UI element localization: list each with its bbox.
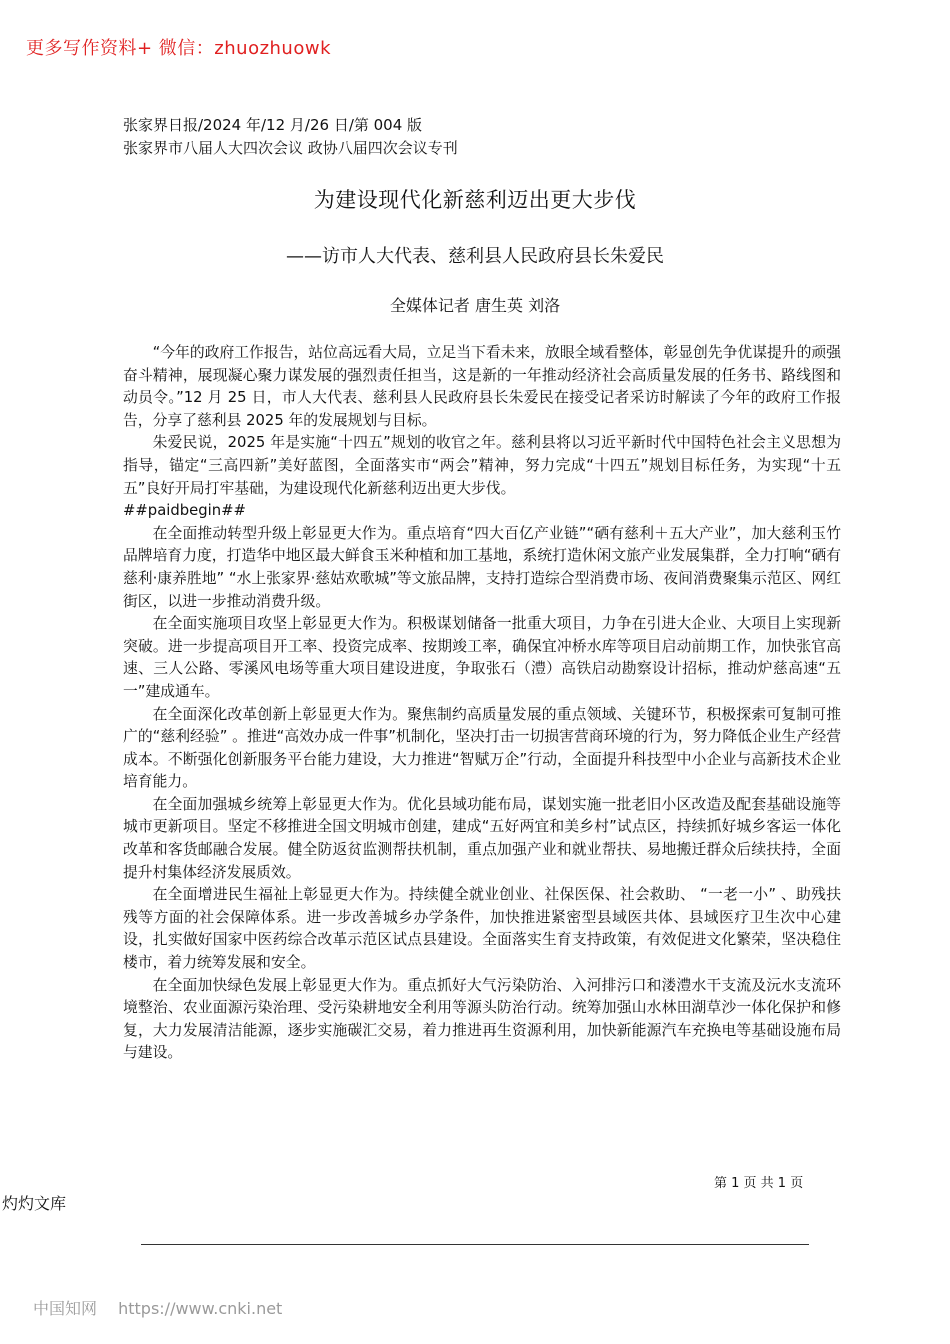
paragraph: 在全面实施项目攻坚上彰显更大作为。积极谋划储备一批重大项目，力争在引进大企业、大项目上实现新突破。进一步提高项目开工率、投资完成率、按期竣工率，确保宜冲桥水库等项目启动前期工作，加快张官高速、三人公路、零溪风电场等重大项目建设进度，争取张石（澧）高铁启动勘察设计招标，推动炉慈高速“五一”建成通车。 bbox=[123, 615, 841, 700]
article-body bbox=[123, 342, 841, 1065]
paragraph: 在全面推动转型升级上彰显更大作为。重点培育“四大百亿产业链”“硒有慈利＋五大产业”，加大慈利玉竹品牌培育力度，打造华中地区最大鲜食玉米种植和加工基地，系统打造休闲文旅产业发展集群，全力打响“硒有慈利·康养胜地” “水上张家界·慈姑欢歌城”等文旅品牌，支持打造综合型消费市场、夜间消费聚集示范区、网红街区，以进一步推动消费升级。 bbox=[123, 524, 841, 610]
footer-url[interactable]: https://www.cnki.net bbox=[118, 1299, 283, 1318]
meta-line-column: 张家界市八届人大四次会议 政协八届四次会议专刊 bbox=[123, 139, 458, 157]
paragraph: 朱爱民说，2025 年是实施“十四五”规划的收官之年。慈利县将以习近平新时代中国特色社会主义思想为指导，锚定“三高四新”美好蓝图，全面落实市“两会”精神，努力完成“十四五”规划目标任务，为实现“十五五”良好开局打牢基础，为建设现代化新慈利迈出更大步伐。 bbox=[123, 434, 841, 497]
publication-meta bbox=[123, 114, 458, 160]
paid-marker: ##paidbegin## bbox=[123, 502, 246, 520]
paragraph: 在全面深化改革创新上彰显更大作为。聚焦制约高质量发展的重点领域、关键环节，积极探索可复制可推广的“慈利经验” 。推进“高效办成一件事”机制化，坚决打击一切损害营商环境的行为，努力降低企业生产经营成本。不断强化创新服务平台能力建设，大力推进“智赋万企”行动，全面提升科技型中小企业与高新技术企业培育能力。 bbox=[123, 705, 841, 791]
article-title: 为建设现代化新慈利迈出更大步伐 bbox=[313, 188, 637, 212]
paragraph: 在全面加强城乡统筹上彰显更大作为。优化县域功能布局，谋划实施一批老旧小区改造及配套基础设施等城市更新项目。坚定不移推进全国文明城市创建，建成“五好两宜和美乡村”试点区，持续抓好城乡客运一体化改革和客货邮融合发展。健全防返贫监测帮扶机制，重点加强产业和就业帮扶、易地搬迁群众后续扶持，全面提升村集体经济发展质效。 bbox=[123, 795, 841, 881]
paragraph: 在全面加快绿色发展上彰显更大作为。重点抓好大气污染防治、入河排污口和溇澧水干支流及沅水支流环境整治、农业面源污染治理、受污染耕地安全利用等源头防治行动。统筹加强山水林田湖草沙一体化保护和修复，大力发展清洁能源，逐步实施碳汇交易，着力推进再生资源利用，加快新能源汽车充换电等基础设施布局与建设。 bbox=[123, 976, 841, 1062]
paragraph: 在全面增进民生福祉上彰显更大作为。持续健全就业创业、社保医保、社会救助、 “一老一小” 、助残扶残等方面的社会保障体系。进一步改善城乡办学条件，加快推进紧密型县域医共体、县域医疗卫生次中心建设，扎实做好国家中医药综合改革示范区试点县建设。全面落实生育支持政策，有效促进文化繁荣，坚决稳住楼市，着力统筹发展和安全。 bbox=[123, 886, 841, 972]
footer-watermark bbox=[33, 1296, 298, 1319]
promo-text: 更多写作资料+ 微信：zhuozhuowk bbox=[26, 38, 332, 59]
footer-brand: 中国知网 bbox=[33, 1299, 98, 1318]
article-byline: 全媒体记者 唐生英 刘洛 bbox=[389, 296, 561, 315]
meta-line-newspaper: 张家界日报/2024 年/12 月/26 日/第 004 版 bbox=[123, 116, 423, 134]
library-label: 灼灼文库 bbox=[2, 1194, 67, 1213]
footer-divider bbox=[141, 1244, 809, 1245]
page-number: 第 1 页 共 1 页 bbox=[714, 1176, 804, 1191]
article-subtitle: ——访市人大代表、慈利县人民政府县长朱爱民 bbox=[286, 246, 664, 267]
paragraph: “今年的政府工作报告，站位高远看大局，立足当下看未来，放眼全域看整体，彰显创先争优谋提升的顽强奋斗精神，展现凝心聚力谋发展的强烈责任担当，这是新的一年推动经济社会高质量发展的任务书、路线图和动员令。”12 月 25 日，市人大代表、慈利县人民政府县长朱爱民在接受记者采访时解读了今年的政府工作报告，分享了慈利县 2025 年的发展规划与目标。 bbox=[123, 344, 841, 429]
